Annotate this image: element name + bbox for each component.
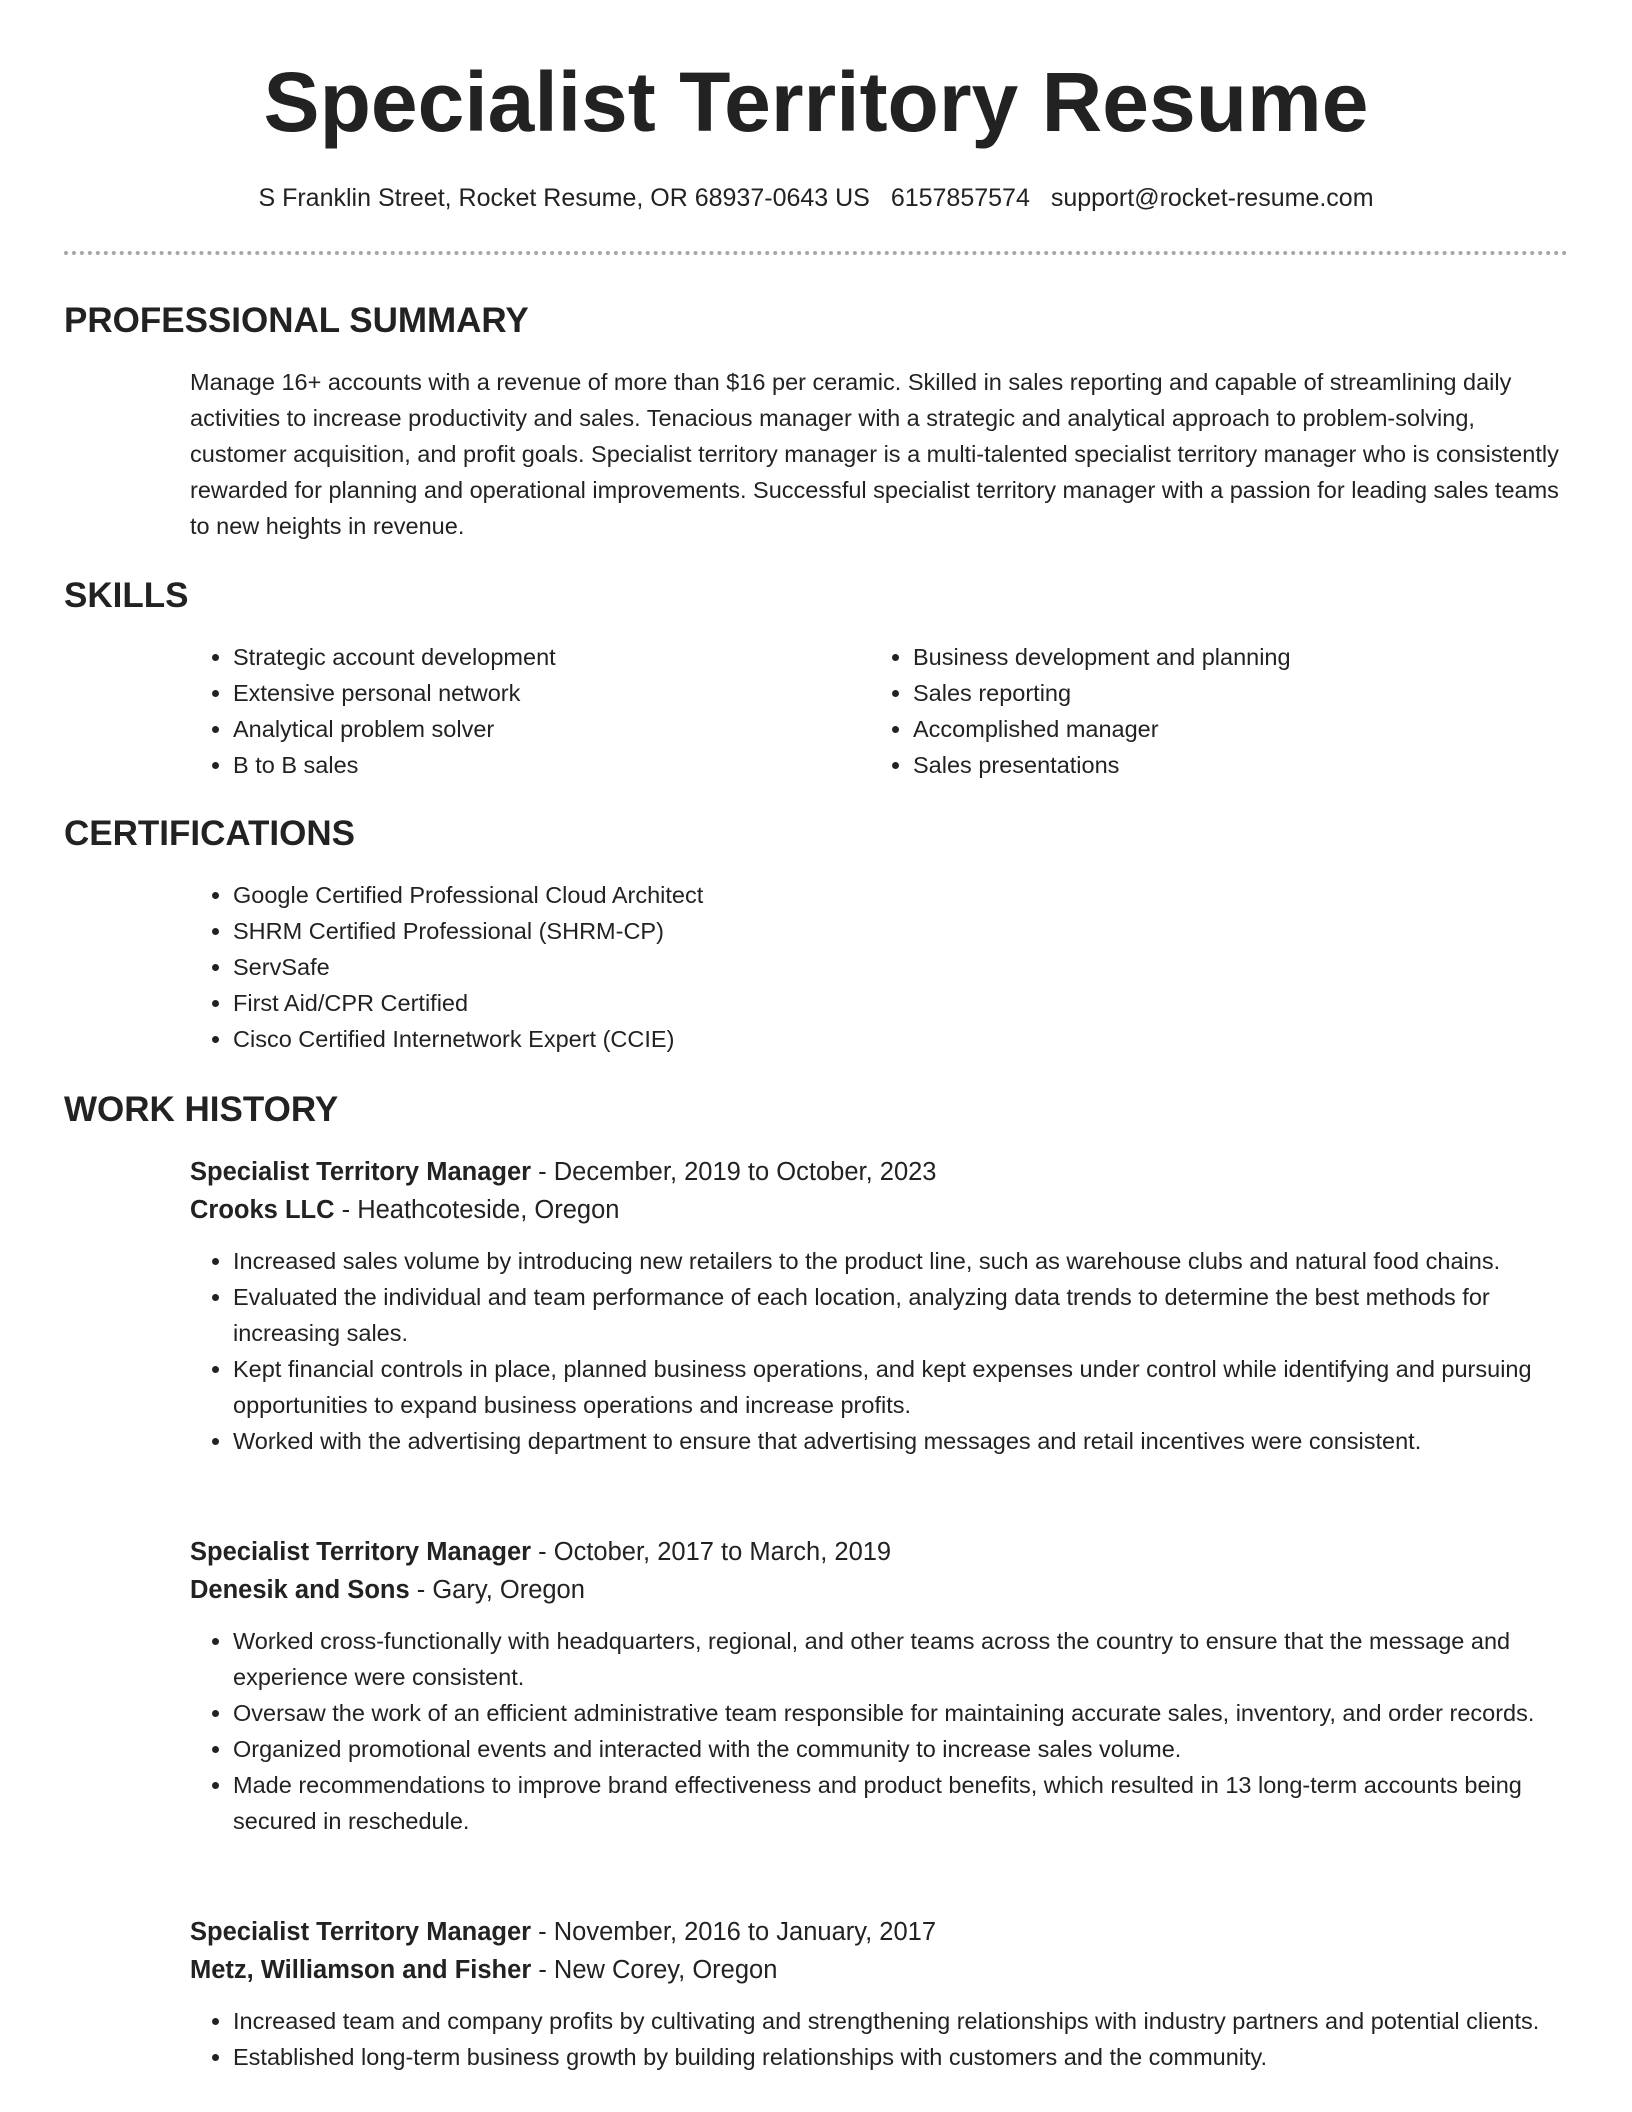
contact-email: support@rocket-resume.com [1050, 184, 1374, 212]
contact-line [0, 180, 1632, 216]
job-bullet: • Worked with the advertising department to ensure that advertising messages and retail incentives were consistent. [233, 1423, 1568, 1459]
job-location: Heathcoteside, Oregon [357, 1196, 620, 1224]
job-entry [190, 1913, 1568, 2075]
certification-item: • ServSafe [233, 949, 1090, 985]
job-bullet: • Made recommendations to improve brand effectiveness and product benefits, which resulted in 13 long-term accounts being secured in reschedule. [233, 1767, 1568, 1839]
job-title-line [190, 1913, 1568, 1951]
job-role: Specialist Territory Manager [190, 1918, 532, 1946]
job-company: Crooks LLC [190, 1196, 335, 1224]
job-separator: - [531, 1158, 554, 1186]
skill-item: • Sales presentations [913, 747, 1530, 783]
job-bullet: • Increased team and company profits by cultivating and strengthening relationships with industry partners and potential clients. [233, 2003, 1568, 2039]
job-dates: December, 2019 to October, 2023 [553, 1158, 937, 1186]
job-separator: - [531, 1918, 554, 1946]
certification-item: • Google Certified Professional Cloud Architect [233, 877, 1090, 913]
skills-left-column [190, 639, 850, 783]
job-bullet: • Worked cross-functionally with headquarters, regional, and other teams across the country to ensure that the message and experience were consistent. [233, 1623, 1568, 1695]
skill-item: • Accomplished manager [913, 711, 1530, 747]
certification-item: • First Aid/CPR Certified [233, 985, 1090, 1021]
job-company-line [190, 1951, 1568, 1989]
job-role: Specialist Territory Manager [190, 1158, 532, 1186]
summary-heading: PROFESSIONAL SUMMARY [64, 301, 529, 340]
job-title-line [190, 1533, 1568, 1571]
contact-phone: 6157857574 [890, 184, 1030, 212]
job-bullet: • Kept financial controls in place, planned business operations, and kept expenses under control while identifying and pursuing opportunities to expand business operations and increase profits. [233, 1351, 1568, 1423]
job-bullet: • Evaluated the individual and team performance of each location, analyzing data trends to determine the best methods for increasing sales. [233, 1279, 1568, 1351]
header-divider [64, 251, 1568, 255]
job-bullets [190, 1623, 1568, 1839]
job-separator: - [531, 1538, 554, 1566]
skill-item: • Sales reporting [913, 675, 1530, 711]
job-bullets [190, 1243, 1568, 1459]
job-company-line [190, 1191, 1568, 1229]
contact-address: S Franklin Street, Rocket Resume, OR 68937-0643 US [258, 184, 870, 212]
skill-item: • Analytical problem solver [233, 711, 850, 747]
job-separator: - [334, 1196, 358, 1224]
job-company-line [190, 1571, 1568, 1609]
skill-item: • Strategic account development [233, 639, 850, 675]
job-dates: October, 2017 to March, 2019 [553, 1538, 892, 1566]
job-entry [190, 1153, 1568, 1459]
job-title-line [190, 1153, 1568, 1191]
skills-heading: SKILLS [64, 576, 189, 615]
certifications-list [190, 877, 1090, 1057]
job-location: New Corey, Oregon [553, 1956, 778, 1984]
skills-right-column [870, 639, 1530, 783]
resume-title: Specialist Territory Resume [263, 55, 1369, 149]
job-entry [190, 1533, 1568, 1839]
certification-item: • Cisco Certified Internetwork Expert (CCIE) [233, 1021, 1090, 1057]
job-separator: - [531, 1956, 554, 1984]
certification-item: • SHRM Certified Professional (SHRM-CP) [233, 913, 1090, 949]
job-company: Metz, Williamson and Fisher [190, 1956, 532, 1984]
work-history-heading: WORK HISTORY [64, 1090, 339, 1129]
job-separator: - [409, 1576, 433, 1604]
job-role: Specialist Territory Manager [190, 1538, 532, 1566]
job-location: Gary, Oregon [432, 1576, 585, 1604]
job-bullet: • Oversaw the work of an efficient administrative team responsible for maintaining accurate sales, inventory, and order records. [233, 1695, 1568, 1731]
job-company: Denesik and Sons [190, 1576, 410, 1604]
job-bullet: • Established long-term business growth by building relationships with customers and the community. [233, 2039, 1568, 2075]
skill-item: • B to B sales [233, 747, 850, 783]
skill-item: • Business development and planning [913, 639, 1530, 675]
skill-item: • Extensive personal network [233, 675, 850, 711]
job-bullet: • Increased sales volume by introducing new retailers to the product line, such as warehouse clubs and natural food chains. [233, 1243, 1568, 1279]
job-bullet: • Organized promotional events and interacted with the community to increase sales volume. [233, 1731, 1568, 1767]
certifications-heading: CERTIFICATIONS [64, 814, 356, 853]
job-dates: November, 2016 to January, 2017 [553, 1918, 937, 1946]
summary-text: Manage 16+ accounts with a revenue of more than $16 per ceramic. Skilled in sales reporting and capable of streamlining daily activities to increase productivity and sales. Tenacious manager with a strategic and analytical approach to problem-solving, customer acquisition, and profit goals. Specialist territory manager is a multi-talented specialist territory manager who is consistently rewarded for planning and operational improvements. Successful specialist territory manager with a passion for leading sales teams to new heights in revenue. [190, 369, 1559, 539]
job-bullets [190, 2003, 1568, 2075]
